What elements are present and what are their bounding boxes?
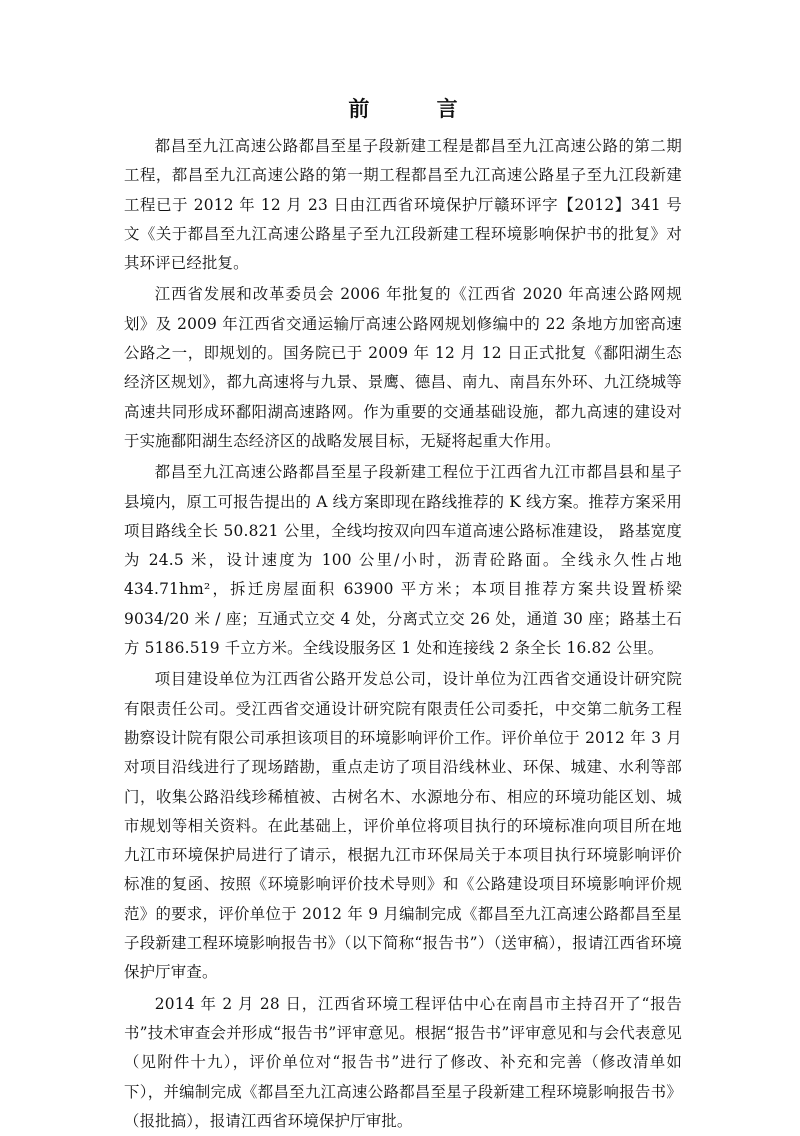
paragraph-4: 项目建设单位为江西省公路开发总公司，设计单位为江西省交通设计研究院有限责任公司。受江西省交通设计研究院有限责任公司委托，中交第二航务工程勘察设计院有限公司承担该项目的环境影响评价工作。评价单位于 2012 年 3 月对项目沿线进行了现场踏勘，重点走访了项目沿线林业、环保、城建、水利等部门，收集公路沿线珍稀植被、古树名木、水源地分布、相应的环境功能区划、城市规划等相关资料。在此基础上，评价单位将项目执行的环境标准向项目所在地九江市环境保护局进行了请示，根据九江市环保局关于本项目执行环境影响评价标准的复函、按照《环境影响评价技术导则》和《公路建设项目环境影响评价规范》的要求，评价单位于 2012 年 9 月编制完成《都昌至九江高速公路都昌至星子段新建工程环境影响报告书》（以下简称“报告书”）（送审稿），报请江西省环境保护厅审查。 <box>124 670 682 982</box>
paragraph-2: 江西省发展和改革委员会 2006 年批复的《江西省 2020 年高速公路网规划》及 2009 年江西省交通运输厅高速公路网规划修编中的 22 条地方加密高速公路之一，即规划的。国务院已于 2009 年 12 月 12 日正式批复《鄱阳湖生态经济区规划》，都九高速将与九景、景鹰、德昌、南九、南昌东外环、九江绕城等高速共同形成环鄱阳湖高速路网。作为重要的交通基础设施，都九高速的建设对于实施鄱阳湖生态经济区的战略发展目标，无疑将起重大作用。 <box>124 285 682 450</box>
paragraph-3: 都昌至九江高速公路都昌至星子段新建工程位于江西省九江市都昌县和星子县境内，原工可报告提出的 A 线方案即现在路线推荐的 K 线方案。推荐方案采用项目路线全长 50.821 公里，全线均按双向四车道高速公路标准建设， 路基宽度为 24.5 米，设计速度为 100 公里/小时，沥青砼路面。全线永久性占地 434.71hm²，拆迁房屋面积 63900 平方米；本项目推荐方案共设置桥梁 9034/20 米 / 座；互通式立交 4 处，分离式立交 26 处，通道 30 座；路基土石方 5186.519 千立方米。全线设服务区 1 处和连接线 2 条全长 16.82 公里。 <box>124 463 682 658</box>
paragraph-1: 都昌至九江高速公路都昌至星子段新建工程是都昌至九江高速公路的第二期工程，都昌至九江高速公路的第一期工程都昌至九江高速公路星子至九江段新建工程已于 2012 年 12 月 23 日由江西省环境保护厅赣环评字【2012】341 号文《关于都昌至九江高速公路星子至九江段新建工程环境影响保护书的批复》对其环评已经批复。 <box>124 137 682 273</box>
paragraph-5: 2014 年 2 月 28 日，江西省环境工程评估中心在南昌市主持召开了“报告书”技术审查会并形成“报告书”评审意见。根据“报告书”评审意见和与会代表意见（见附件十九），评价单位对“报告书”进行了修改、补充和完善（修改清单如下），并编制完成《都昌至九江高速公路都昌至星子段新建工程环境影响报告书》（报批搞），报请江西省环境保护厅审批。 <box>124 994 682 1130</box>
page-title: 前 言 <box>348 96 488 121</box>
